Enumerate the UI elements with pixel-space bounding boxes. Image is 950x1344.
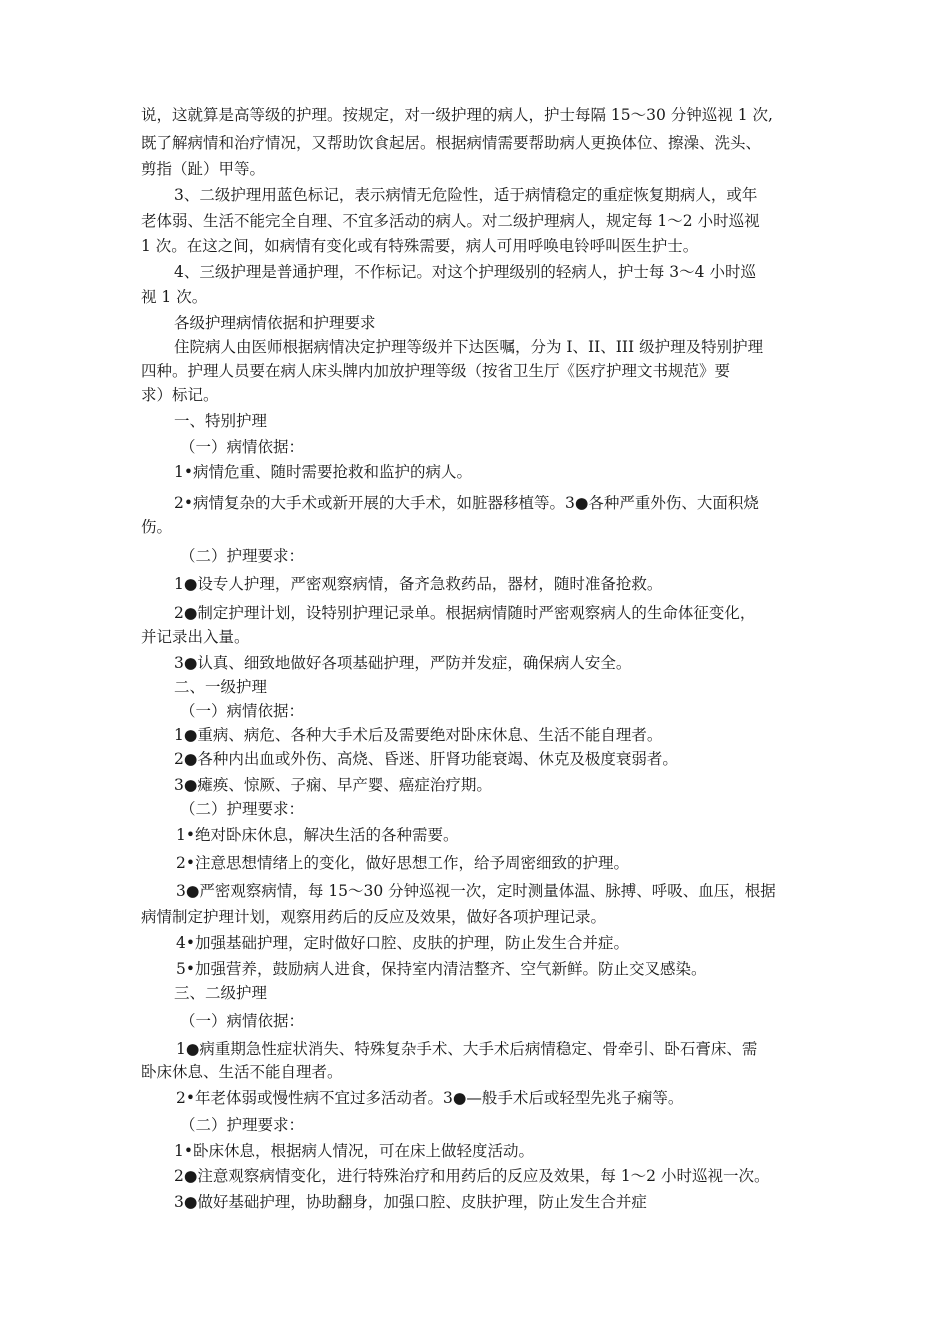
section-heading: 二、一级护理: [174, 678, 268, 696]
list-item: 1●设专人护理，严密观察病情，备齐急救药品，器材，随时准备抢救。: [174, 575, 663, 593]
list-item: 2•年老体弱或慢性病不宜过多活动者。3●—般手术后或轻型先兆子痫等。: [176, 1089, 684, 1107]
list-item: 1●重病、病危、各种大手术后及需要绝对卧床休息、生活不能自理者。: [174, 726, 663, 744]
list-item: 2•病情复杂的大手术或新开展的大手术，如脏器移植等。3●各种严重外伤、大面积烧: [174, 494, 759, 512]
text-line: 病情制定护理计划，观察用药后的反应及效果，做好各项护理记录。: [141, 908, 607, 926]
text-line: 伤。: [141, 518, 173, 536]
list-item: 2•注意思想情绪上的变化，做好思想工作，给予周密细致的护理。: [176, 854, 630, 872]
text-line: 并记录出入量。: [141, 628, 250, 646]
text-line: 老体弱、生活不能完全自理、不宜多活动的病人。对二级护理病人，规定每 1～2 小时巡视: [141, 212, 760, 230]
subsection-heading: （二）护理要求：: [180, 547, 305, 565]
text-line: 住院病人由医师根据病情决定护理等级并下达医嘱，分为 I、II、III 级护理及特别护理: [174, 338, 764, 356]
text-line: 四种。护理人员要在病人床头牌内加放护理等级（按省卫生厅《医疗护理文书规范》要: [141, 362, 731, 380]
subsection-heading: （二）护理要求：: [180, 1116, 305, 1134]
list-item: 3●认真、细致地做好各项基础护理，严防并发症，确保病人安全。: [174, 654, 632, 672]
section-heading: 三、二级护理: [174, 984, 268, 1002]
text-line: 3、二级护理用蓝色标记，表示病情无危险性，适于病情稳定的重症恢复期病人，或年: [174, 186, 758, 204]
text-line: 4、三级护理是普通护理，不作标记。对这个护理级别的轻病人，护士每 3～4 小时巡: [174, 263, 756, 281]
text-line: 求）标记。: [141, 386, 219, 404]
list-item: 4•加强基础护理，定时做好口腔、皮肤的护理，防止发生合并症。: [176, 934, 630, 952]
subsection-heading: （一）病情依据：: [180, 1012, 305, 1030]
text-line: 视 1 次。: [141, 288, 208, 306]
list-item: 1•卧床休息，根据病人情况，可在床上做轻度活动。: [174, 1142, 535, 1160]
list-item: 1•病情危重、随时需要抢救和监护的病人。: [174, 463, 473, 481]
list-item: 2●注意观察病情变化，进行特殊治疗和用药后的反应及效果，每 1～2 小时巡视一次。: [174, 1167, 770, 1185]
text-line: 说，这就算是高等级的护理。按规定，对一级护理的病人，护士每隔 15～30 分钟巡视 1 次,: [141, 106, 773, 124]
section-heading: 各级护理病情依据和护理要求: [174, 314, 376, 332]
text-line: 既了解病情和治疗情况，又帮助饮食起居。根据病情需要帮助病人更换体位、擦澡、洗头、: [141, 134, 762, 152]
list-item: 3●严密观察病情，每 15～30 分钟巡视一次，定时测量体温、脉搏、呼吸、血压，根据: [176, 882, 776, 900]
list-item: 5•加强营养，鼓励病人进食，保持室内清洁整齐、空气新鲜。防止交叉感染。: [176, 960, 707, 978]
list-item: 1•绝对卧床休息，解决生活的各种需要。: [176, 826, 459, 844]
subsection-heading: （一）病情依据：: [180, 702, 305, 720]
text-line: 1 次。在这之间，如病情有变化或有特殊需要，病人可用呼唤电铃呼叫医生护士。: [141, 237, 699, 255]
subsection-heading: （二）护理要求：: [180, 800, 305, 818]
section-heading: 一、特别护理: [174, 412, 268, 430]
subsection-heading: （一）病情依据：: [180, 438, 305, 456]
text-line: 卧床休息、生活不能自理者。: [141, 1063, 343, 1081]
list-item: 2●各种内出血或外伤、高烧、昏迷、肝肾功能衰竭、休克及极度衰弱者。: [174, 750, 678, 768]
list-item: 2●制定护理计划，设特别护理记录单。根据病情随时严密观察病人的生命体征变化，: [174, 604, 756, 622]
list-item: 3●瘫痪、惊厥、子痫、早产婴、癌症治疗期。: [174, 776, 492, 794]
list-item: 1●病重期急性症状消失、特殊复杂手术、大手术后病情稳定、骨牵引、卧石膏床、需: [176, 1040, 758, 1058]
list-item: 3●做好基础护理，协助翻身，加强口腔、皮肤护理，防止发生合并症: [174, 1193, 647, 1211]
text-line: 剪指（趾）甲等。: [141, 160, 266, 178]
